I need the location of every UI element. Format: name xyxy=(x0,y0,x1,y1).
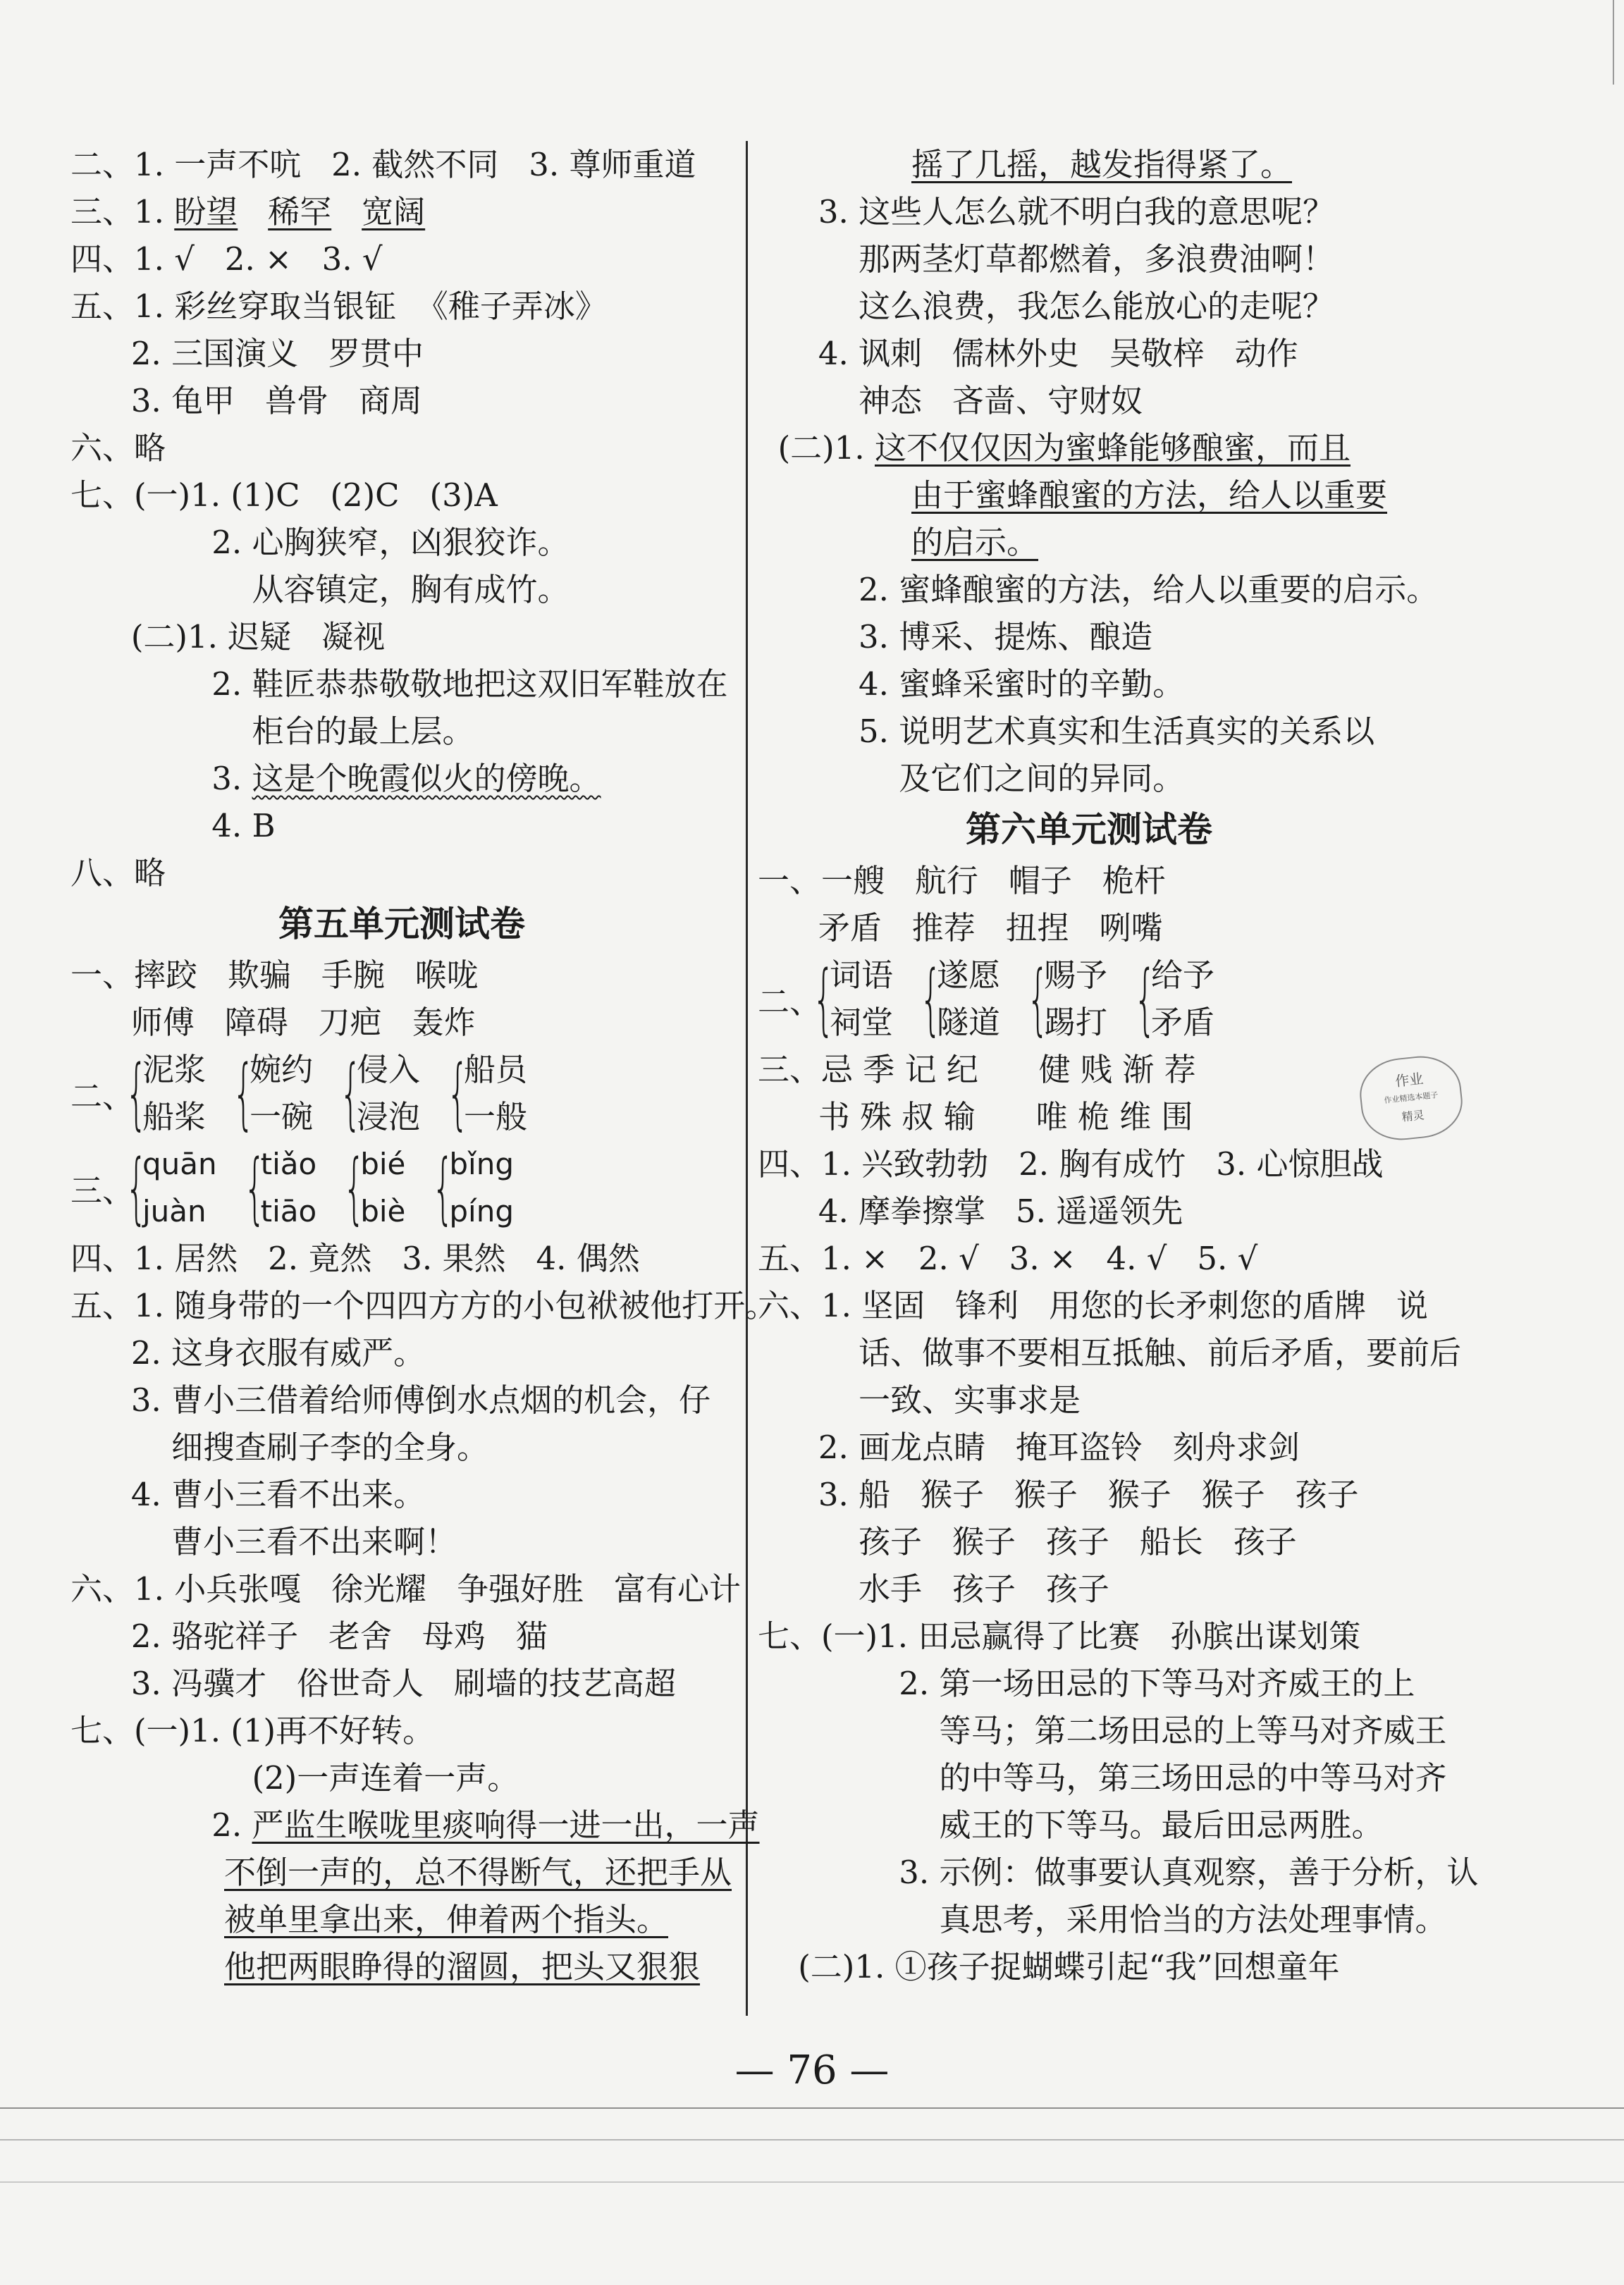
answer-line: 的中等马，第三场田忌的中等马对齐 xyxy=(758,1759,1447,1797)
answer-line: 他把两眼睁得的溜圆，把头又狠狠 xyxy=(224,1948,701,1985)
pinyin-pair: { tiǎo tiāo xyxy=(243,1142,317,1233)
underlined-word: 宽阔 xyxy=(362,193,426,230)
answer-line: 五、1. 随身带的一个四四方方的小包袱被他打开。 xyxy=(70,1287,777,1324)
section-heading-unit6: 第六单元测试卷 xyxy=(966,809,1212,850)
answer-line: 4. B xyxy=(70,807,276,844)
brace-group-row: 二、 { 词语 祠堂 { 遂愿 隧道 { 赐予 踢打 { 给予 矛盾 xyxy=(758,951,1420,1046)
page-number: — 76 — xyxy=(734,2047,890,2093)
answer-line: 5. 说明艺术真实和生活真实的关系以 xyxy=(758,713,1375,750)
answer-line: 七、(一)1. (1)再不好转。 xyxy=(70,1712,435,1749)
answer-line: 4. 蜜蜂采蜜时的辛勤。 xyxy=(758,665,1185,703)
answer-line: 3. 曹小三借着给师傅倒水点烟的机会，仔 xyxy=(70,1381,711,1419)
answer-line: 八、略 xyxy=(70,854,166,892)
answer-line: 3. 龟甲 兽骨 商周 xyxy=(70,382,422,419)
pinyin-pair: { bié biè xyxy=(343,1142,406,1233)
watermark-stamp: 作业 作业精选本题子 精灵 xyxy=(1356,1052,1465,1144)
answer-line: 2. 第一场田忌的下等马对齐威王的上 xyxy=(758,1665,1415,1702)
answer-line: 五、1. 彩丝穿取当银钲 《稚子弄冰》 xyxy=(70,288,607,325)
word-pair: { 给予 矛盾 xyxy=(1133,954,1215,1044)
footer-rule xyxy=(0,2181,1624,2183)
left-column xyxy=(70,141,777,1990)
answer-line: 一、一艘 航行 帽子 桅杆 xyxy=(758,862,1166,899)
answer-line: 2. 三国演义 罗贯中 xyxy=(70,335,424,372)
answer-line: 柜台的最上层。 xyxy=(70,713,474,750)
answer-line: 4. 讽刺 儒林外史 吴敬梓 动作 xyxy=(758,335,1298,372)
underlined-word: 稀罕 xyxy=(268,193,332,230)
answer-line: (2)一声连着一声。 xyxy=(70,1759,519,1797)
answer-line: 七、(一)1. (1)C (2)C (3)A xyxy=(70,476,498,514)
answer-line: 威王的下等马。最后田忌两胜。 xyxy=(758,1806,1384,1844)
answer-line: 3. 船 猴子 猴子 猴子 猴子 孩子 xyxy=(758,1476,1359,1513)
answer-line: (二)1. ①孩子捉蝴蝶引起“我”回想童年 xyxy=(758,1948,1340,1985)
underlined-sentence: 严监生喉咙里痰响得一进一出，一声 xyxy=(252,1806,760,1844)
answer-line: 2. 这身衣服有威严。 xyxy=(70,1334,426,1372)
right-column xyxy=(758,141,1479,1990)
word-pair: { 侵入 浸泡 xyxy=(339,1048,421,1138)
page-edge-line xyxy=(1613,0,1614,85)
answer-line: 四、1. √ 2. × 3. √ xyxy=(70,240,383,278)
answer-line: 四、1. 居然 2. 竟然 3. 果然 4. 偶然 xyxy=(70,1240,640,1277)
answer-line: (二)1. 这不仅仅因为蜜蜂能够酿蜜，而且 xyxy=(758,429,1351,467)
answer-line: 六、略 xyxy=(70,429,166,467)
answer-line: 从容镇定，胸有成竹。 xyxy=(70,571,570,608)
answer-line: 三、1. 盼望 稀罕 宽阔 xyxy=(70,193,426,230)
pinyin-pair: { quān juàn xyxy=(125,1142,217,1233)
answer-line: 摇了几摇，越发指得紧了。 xyxy=(911,146,1293,183)
answer-line: (二)1. 迟疑 凝视 xyxy=(70,618,386,655)
answer-line: 2. 严监生喉咙里痰响得一进一出，一声 xyxy=(70,1806,760,1844)
answer-line: 2. 鞋匠恭恭敬敬地把这双旧军鞋放在 xyxy=(70,665,728,703)
answer-line: 4. 曹小三看不出来。 xyxy=(70,1476,426,1513)
footer-rule xyxy=(0,2107,1624,2109)
answer-line: 2. 蜜蜂酿蜜的方法，给人以重要的启示。 xyxy=(758,571,1439,608)
answer-line: 细搜查刷子李的全身。 xyxy=(70,1429,489,1466)
answer-line: 真思考，采用恰当的方法处理事情。 xyxy=(758,1901,1447,1938)
answer-line: 矛盾 推荐 扭捏 咧嘴 xyxy=(758,909,1163,947)
answer-line: 话、做事不要相互抵触、前后矛盾，要前后 xyxy=(758,1334,1462,1372)
answer-line: 2. 画龙点睛 掩耳盗铃 刻舟求剑 xyxy=(758,1429,1300,1466)
answer-line: 2. 骆驼祥子 老舍 母鸡 猫 xyxy=(70,1618,548,1655)
section-heading-unit5: 第五单元测试卷 xyxy=(278,904,525,944)
answer-line: 孩子 猴子 孩子 船长 孩子 xyxy=(758,1523,1297,1560)
answer-line: 书 殊 叔 输 唯 桅 维 围 xyxy=(758,1098,1193,1135)
word-pair: { 船员 一般 xyxy=(446,1048,528,1138)
brace-group-row: 三、 { quān juàn { tiǎo tiāo { bié biè { bǐng píng xyxy=(70,1140,733,1235)
answer-line: 五、1. × 2. √ 3. × 4. √ 5. √ xyxy=(758,1240,1258,1277)
answer-line: 那两茎灯草都燃着，多浪费油啊！ xyxy=(758,240,1335,278)
answer-line: 被单里拿出来，伸着两个指头。 xyxy=(224,1901,669,1938)
answer-line: 的启示。 xyxy=(911,524,1039,561)
word-pair: { 遂愿 隧道 xyxy=(919,954,1001,1044)
word-pair: { 词语 祠堂 xyxy=(812,954,894,1044)
answer-line: 不倒一声的，总不得断气，还把手从 xyxy=(224,1854,732,1891)
answer-line: 4. 摩拳擦掌 5. 遥遥领先 xyxy=(758,1193,1183,1230)
answer-line: 3. 冯骥才 俗世奇人 刷墙的技艺高超 xyxy=(70,1665,676,1702)
underlined-word: 盼望 xyxy=(174,193,238,230)
answer-line: 3. 示例：做事要认真观察，善于分析，认 xyxy=(758,1854,1479,1891)
answer-line: 水手 孩子 孩子 xyxy=(758,1570,1109,1608)
answer-line: 七、(一)1. 田忌赢得了比赛 孙膑出谋划策 xyxy=(758,1618,1361,1655)
pinyin-pair: { bǐng píng xyxy=(432,1142,514,1233)
answer-line: 3. 这些人怎么就不明白我的意思呢？ xyxy=(758,193,1335,230)
answer-line: 由于蜜蜂酿蜜的方法，给人以重要 xyxy=(911,476,1388,514)
answer-line: 曹小三看不出来啊！ xyxy=(70,1523,457,1560)
word-pair: { 泥浆 船桨 xyxy=(125,1048,207,1138)
answer-line: 3. 这是个晚霞似火的傍晚。 xyxy=(70,760,601,797)
word-pair: { 赐予 踢打 xyxy=(1026,954,1108,1044)
answer-line: 一、摔跤 欺骗 手腕 喉咙 xyxy=(70,956,479,994)
answer-line: 及它们之间的异同。 xyxy=(758,760,1185,797)
answer-line: 三、忌 季 记 纪 健 贱 渐 荐 xyxy=(758,1051,1196,1088)
answer-line: 这么浪费，我怎么能放心的走呢？ xyxy=(758,288,1335,325)
answer-line: 二、1. 一声不吭 2. 截然不同 3. 尊师重道 xyxy=(70,146,696,183)
answer-line: 一致、实事求是 xyxy=(758,1381,1081,1419)
answer-line: 2. 心胸狭窄，凶狠狡诈。 xyxy=(70,524,570,561)
answer-line: 六、1. 小兵张嘎 徐光耀 争强好胜 富有心计 xyxy=(70,1570,741,1608)
answer-line: 师傅 障碍 刀疤 轰炸 xyxy=(70,1004,476,1041)
underlined-sentence: 这不仅仅因为蜜蜂能够酿蜜，而且 xyxy=(874,429,1351,467)
answer-line: 神态 吝啬、守财奴 xyxy=(758,382,1143,419)
word-pair: { 婉约 一碗 xyxy=(232,1048,314,1138)
answer-line: 等马；第二场田忌的上等马对齐威王 xyxy=(758,1712,1447,1749)
answer-line: 六、1. 坚固 锋利 用您的长矛刺您的盾牌 说 xyxy=(758,1287,1428,1324)
wavy-underlined-sentence: 这是个晚霞似火的傍晚。 xyxy=(252,760,601,797)
brace-group-row: 二、 { 泥浆 船桨 { 婉约 一碗 { 侵入 浸泡 { 船员 一般 xyxy=(70,1046,733,1140)
answer-line: 四、1. 兴致勃勃 2. 胸有成竹 3. 心惊胆战 xyxy=(758,1145,1384,1183)
footer-rule xyxy=(0,2139,1624,2141)
column-divider xyxy=(746,141,748,2016)
answer-line: 3. 博采、提炼、酿造 xyxy=(758,618,1153,655)
